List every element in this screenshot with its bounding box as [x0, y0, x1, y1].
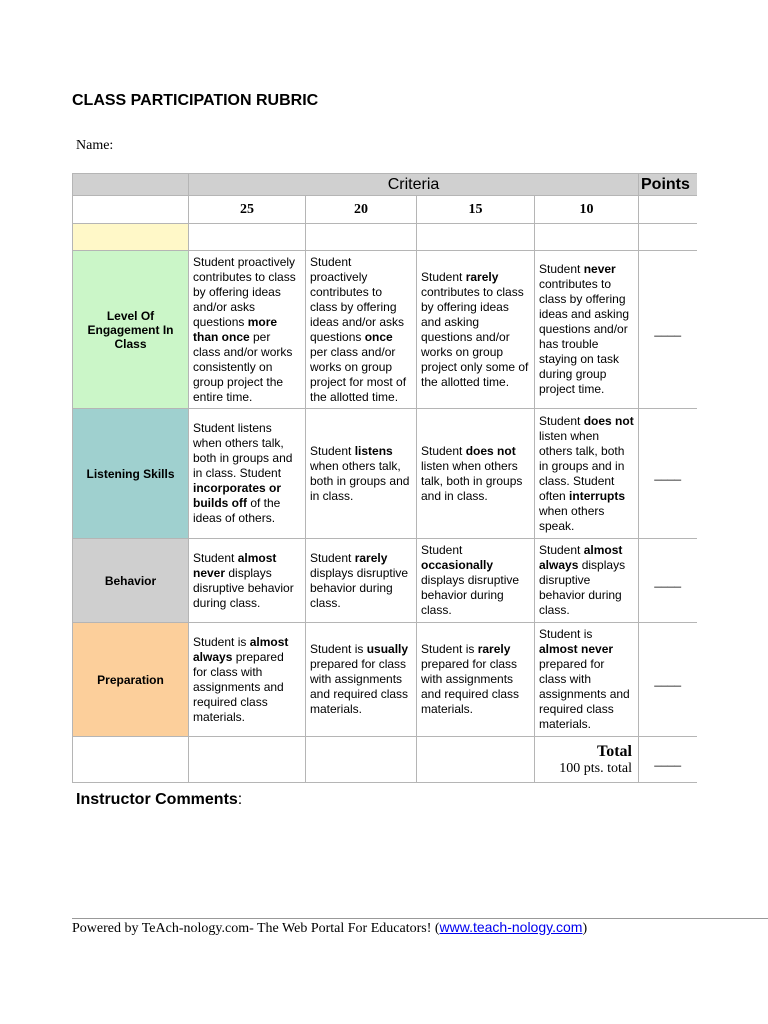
score-15: 15	[417, 196, 535, 224]
rubric-row-behavior	[73, 539, 697, 623]
score-row	[73, 196, 697, 224]
criteria-text: Student	[539, 543, 584, 557]
criteria-text: Student is	[539, 627, 593, 641]
score-points-empty	[639, 196, 697, 224]
comments-label-text: Instructor Comments	[76, 791, 238, 808]
spacer-highlight-cell	[73, 224, 189, 251]
criteria-text: Student	[539, 413, 584, 428]
criteria-header: Criteria	[189, 174, 639, 196]
footer-link[interactable]: www.teach-nology.com	[439, 919, 583, 935]
total-empty-cell	[306, 737, 417, 783]
total-row	[73, 737, 697, 783]
criteria-emphasis: rarely	[477, 642, 511, 656]
score-empty-cell	[73, 196, 189, 224]
footer	[72, 919, 587, 937]
rubric-row-engagement	[73, 251, 697, 409]
criteria-emphasis: almost always	[193, 634, 289, 664]
score-25: 25	[189, 196, 306, 224]
criteria-text: Student is	[421, 642, 478, 656]
criteria-emphasis: incorporates or builds off	[193, 481, 282, 510]
total-points-blank: ____	[639, 737, 697, 783]
criteria-cell	[189, 539, 306, 623]
criteria-emphasis: almost never	[193, 550, 277, 580]
spacer-cell	[535, 224, 639, 251]
criteria-cell	[535, 409, 639, 539]
score-10: 10	[535, 196, 639, 224]
criteria-text: displays disruptive behavior during class.	[193, 565, 294, 610]
criteria-text: Student	[539, 262, 584, 276]
points-blank: ____	[639, 623, 697, 737]
criteria-text: contributes to class by offering ideas and asking questions and/or has trouble staying on task during group project time.	[539, 277, 630, 396]
criteria-text: Student	[193, 550, 238, 565]
name-label: Name:	[76, 138, 114, 153]
criteria-text: of the ideas of others.	[193, 496, 281, 525]
total-cell	[535, 737, 639, 783]
spacer-cell	[306, 224, 417, 251]
criteria-text: Student	[310, 443, 355, 458]
criteria-emphasis: listens	[354, 443, 393, 458]
criteria-cell	[535, 251, 639, 409]
criteria-cell	[306, 409, 417, 539]
total-empty-cell	[189, 737, 306, 783]
criteria-text: Student is	[310, 642, 367, 656]
total-label: Total	[597, 742, 632, 760]
criteria-text: Student listens when others talk, both in groups and in class. Student	[193, 421, 293, 480]
criteria-text: when others talk, both in groups and in class.	[310, 458, 410, 503]
spacer-row	[73, 224, 697, 251]
category-engagement: Level Of Engagement In Class	[73, 251, 189, 409]
criteria-text: Student	[421, 543, 463, 557]
criteria-cell	[417, 623, 535, 737]
header-row	[73, 174, 697, 196]
criteria-emphasis: more than once	[193, 314, 278, 344]
instructor-comments-label	[76, 791, 242, 809]
criteria-emphasis: almost never	[539, 642, 614, 656]
criteria-cell	[417, 539, 535, 623]
category-behavior: Behavior	[73, 539, 189, 623]
criteria-emphasis: occasionally	[421, 558, 494, 572]
criteria-text: prepared for class with assignments and required class materials.	[421, 657, 520, 716]
criteria-text: Student is	[193, 634, 250, 649]
rubric-table	[72, 173, 697, 783]
total-empty-cell	[417, 737, 535, 783]
points-blank: ____	[639, 539, 697, 623]
criteria-cell	[189, 623, 306, 737]
criteria-text: prepared for class with assignments and required class materials.	[310, 657, 409, 716]
footer-close: )	[582, 921, 588, 936]
criteria-cell	[306, 251, 417, 409]
criteria-text: Student	[310, 550, 355, 565]
criteria-text: Student proactively contributes to class by offering ideas and/or asks questions	[310, 254, 405, 344]
rubric-row-listening	[73, 409, 697, 539]
header-empty-cell	[73, 174, 189, 196]
criteria-text: listen when others talk, both in groups and in class.	[421, 458, 523, 503]
criteria-text: when others speak.	[539, 503, 605, 533]
criteria-text: displays disruptive behavior during class.	[421, 573, 520, 617]
criteria-cell	[535, 539, 639, 623]
criteria-text: prepared for class with assignments and required class materials.	[193, 649, 284, 724]
score-20: 20	[306, 196, 417, 224]
criteria-cell	[306, 623, 417, 737]
criteria-text: Student proactively contributes to class by offering ideas and/or asks questions	[193, 254, 296, 329]
criteria-text: per class and/or works consistently on group project the entire time.	[193, 329, 293, 404]
criteria-text: contributes to class by offering ideas and asking questions and/or works on group project only some of the allotted time.	[421, 284, 529, 389]
criteria-emphasis: almost always	[539, 543, 623, 572]
criteria-cell	[189, 251, 306, 409]
criteria-text: prepared for class with assignments and required class materials.	[539, 657, 630, 731]
total-empty-cell	[73, 737, 189, 783]
rubric-row-preparation	[73, 623, 697, 737]
criteria-cell	[417, 251, 535, 409]
criteria-cell	[417, 409, 535, 539]
criteria-text: displays disruptive behavior during class.	[539, 558, 626, 617]
points-blank: ____	[639, 251, 697, 409]
category-listening: Listening Skills	[73, 409, 189, 539]
comments-colon: :	[237, 791, 243, 808]
document-title: CLASS PARTICIPATION RUBRIC	[72, 92, 319, 109]
criteria-text: Student	[421, 443, 466, 458]
criteria-emphasis: usually	[366, 642, 409, 656]
points-blank: ____	[639, 409, 697, 539]
spacer-cell	[639, 224, 697, 251]
spacer-cell	[189, 224, 306, 251]
criteria-text: Student	[421, 269, 466, 284]
criteria-text: displays disruptive behavior during class.	[310, 565, 409, 610]
points-header: Points	[639, 174, 697, 196]
total-sub: 100 pts. total	[559, 760, 632, 776]
criteria-cell	[535, 623, 639, 737]
criteria-emphasis: interrupts	[569, 488, 626, 503]
category-preparation: Preparation	[73, 623, 189, 737]
criteria-cell	[189, 409, 306, 539]
criteria-emphasis: rarely	[465, 269, 499, 284]
criteria-emphasis: does not	[465, 443, 516, 458]
criteria-emphasis: never	[583, 262, 616, 276]
spacer-cell	[417, 224, 535, 251]
criteria-emphasis: once	[364, 329, 393, 344]
footer-text: Powered by TeAch-nology.com- The Web Portal For Educators! (	[72, 921, 440, 936]
criteria-emphasis: does not	[583, 413, 634, 428]
criteria-text: per class and/or works on group project for most of the allotted time.	[310, 344, 407, 404]
criteria-emphasis: rarely	[354, 550, 388, 565]
criteria-text: listen when others talk, both in groups and in class. Student often	[539, 428, 625, 503]
criteria-cell	[306, 539, 417, 623]
